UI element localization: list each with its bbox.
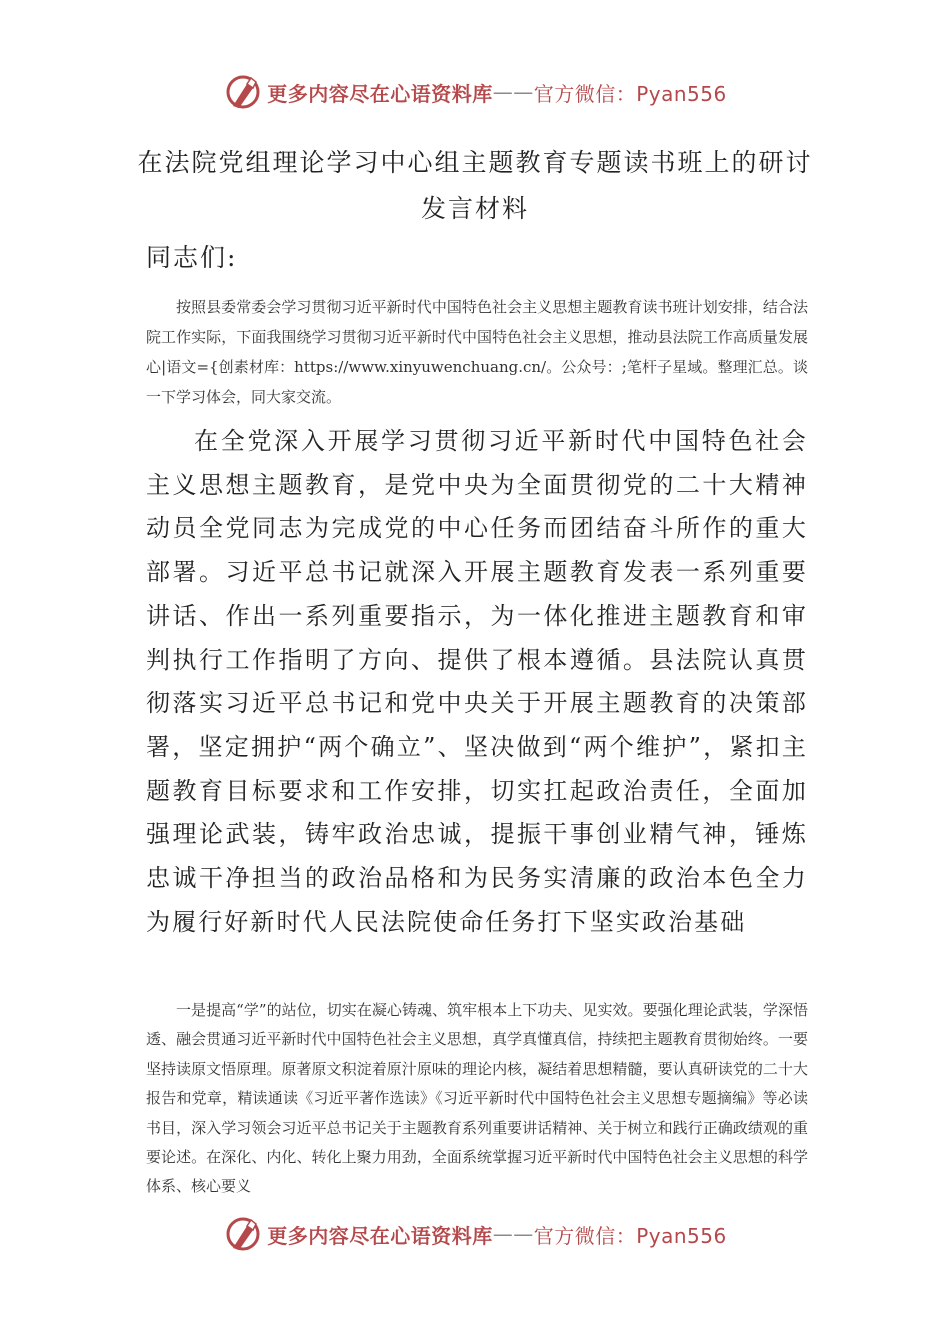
watermark-wechat: 官方微信：Pyan556 [533, 81, 727, 106]
watermark-wechat: 官方微信：Pyan556 [533, 1223, 727, 1248]
intro-paragraph: 按照县委常委会学习贯彻习近平新时代中国特色社会主义思想主题教育读书班计划安排，结合法院工作实际，下面我围绕学习贯彻习近平新时代中国特色社会主义思想，推动县法院工作高质量发展心|语文={创素材库：https://www.xinyuwenchuang.cn/。公众号：;笔杆子星域。整理汇总。谈一下学习体会，同大家交流。 [146, 298, 808, 406]
watermark-brand: 更多内容尽在心语资料库 [267, 81, 493, 106]
section-one-paragraph: 一是提高“学”的站位，切实在凝心铸魂、筑牢根本上下功夫、见实效。要强化理论武装，学深悟透、融会贯通习近平新时代中国特色社会主义思想，真学真懂真信，持续把主题教育贯彻始终。一要坚持读原文悟原理。原著原文积淀着原汁原味的理论内核，凝结着思想精髓，要认真研读党的二十大报告和党章，精读通读《习近平著作选读》《习近平新时代中国特色社会主义思想专题摘编》等必读书目，深入学习领会习近平总书记关于主题教育系列重要讲话精神、关于树立和践行正确政绩观的重要论述。在深化、内化、转化上聚力用劲，全面系统掌握习近平新时代中国特色社会主义思想的科学体系、核心要义 [146, 1001, 808, 1196]
watermark-banner-bottom [0, 1212, 950, 1256]
watermark-brand: 更多内容尽在心语资料库 [267, 1223, 493, 1248]
salutation: 同志们: [146, 243, 238, 272]
pen-nib-logo-icon [223, 1214, 263, 1254]
watermark-dash: —— [492, 80, 534, 104]
main-paragraph: 在全党深入开展学习贯彻习近平新时代中国特色社会主义思想主题教育，是党中央为全面贯彻党的二十大精神动员全党同志为完成党的中心任务而团结奋斗所作的重大部署。习近平总书记就深入开展主题教育发表一系列重要讲话、作出一系列重要指示，为一体化推进主题教育和审判执行工作指明了方向、提供了根本遵循。县法院认真贯彻落实习近平总书记和党中央关于开展主题教育的决策部署，坚定拥护“两个确立”、坚决做到“两个维护”，紧扣主题教育目标要求和工作安排，切实扛起政治责任，全面加强理论武装，铸牢政治忠诚，提振干事创业精气神，锤炼忠诚干净担当的政治品格和为民务实清廉的政治本色全力为履行好新时代人民法院使命任务打下坚实政治基础 [146, 427, 808, 936]
pen-nib-logo-icon [223, 72, 263, 112]
document-title [120, 140, 830, 232]
title-line-2: 发言材料 [420, 194, 529, 223]
watermark-banner-top [0, 70, 950, 114]
watermark-dash: —— [492, 1222, 534, 1246]
title-line-1: 在法院党组理论学习中心组主题教育专题读书班上的研讨 [137, 148, 813, 177]
